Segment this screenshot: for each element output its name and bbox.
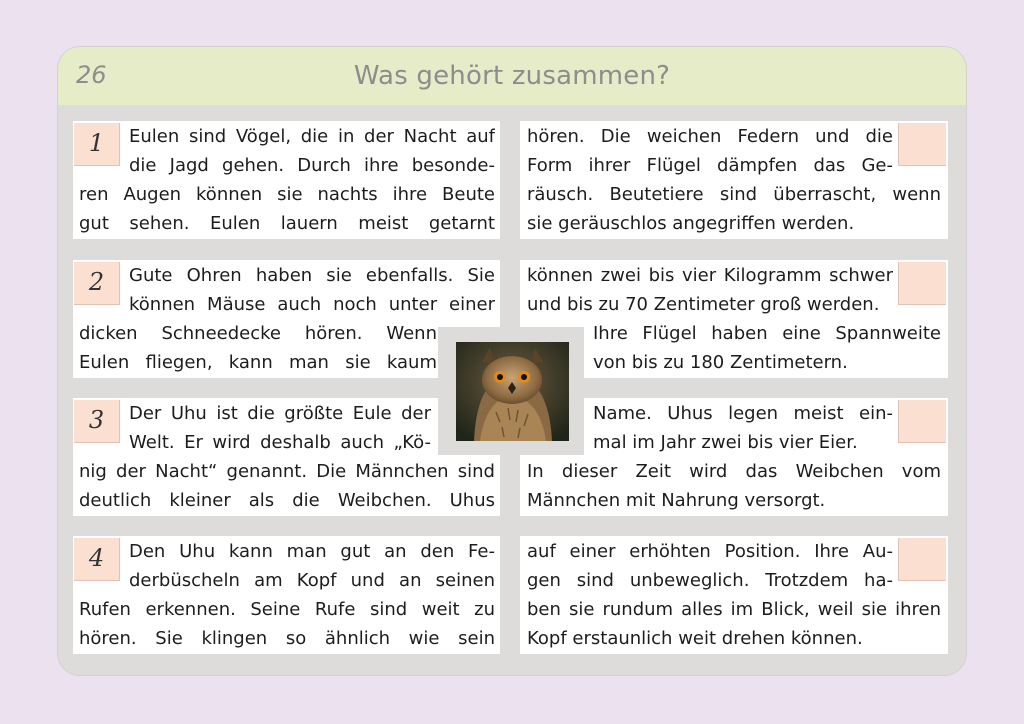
number-box: [74, 123, 120, 166]
text-line: Eulen fliegen, kann man sie kaum: [79, 352, 437, 373]
text-line: Männchen mit Nahrung versorgt.: [527, 490, 826, 511]
text-strip-right-4: [520, 536, 948, 654]
text-line: gen sind unbeweglich. Trotzdem ha-: [527, 570, 893, 591]
text-strip-left-4: [73, 536, 500, 654]
text-line: sie geräuschlos angegriffen werden.: [527, 213, 855, 234]
text-line: gut sehen. Eulen lauern meist getarnt: [79, 213, 495, 234]
text-strip-left-1: [73, 121, 500, 239]
page-number: 26: [76, 61, 107, 89]
text-strip-right-2: [520, 260, 948, 378]
text-line: von bis zu 180 Zentimetern.: [593, 352, 848, 373]
number-box: [74, 538, 120, 581]
strip-number: 3: [88, 406, 105, 434]
text-line: Welt. Er wird deshalb auch „Kö-: [129, 432, 431, 453]
text-line: und bis zu 70 Zentimeter groß werden.: [527, 294, 880, 315]
strip-number: 4: [88, 544, 105, 572]
worksheet-card: [58, 47, 966, 675]
answer-box[interactable]: [898, 538, 946, 581]
text-line: In dieser Zeit wird das Weibchen vom: [527, 461, 941, 482]
answer-box[interactable]: [898, 262, 946, 305]
number-box: [74, 262, 120, 305]
header-bar: [58, 47, 966, 105]
text-line: hören. Die weichen Federn und die: [527, 126, 893, 147]
text-line: Name. Uhus legen meist ein-: [593, 403, 893, 424]
answer-box[interactable]: [898, 400, 946, 443]
text-line: können zwei bis vier Kilogramm schwer: [527, 265, 893, 286]
text-line: nig der Nacht“ genannt. Die Männchen sind: [79, 461, 495, 482]
number-box: [74, 400, 120, 443]
text-strip-right-3: [520, 398, 948, 516]
text-line: räusch. Beutetiere sind überrascht, wenn: [527, 184, 941, 205]
text-line: Form ihrer Flügel dämpfen das Ge-: [527, 155, 893, 176]
text-line: Gute Ohren haben sie ebenfalls. Sie: [129, 265, 495, 286]
text-line: Der Uhu ist die größte Eule der: [129, 403, 431, 424]
text-line: können Mäuse auch noch unter einer: [129, 294, 495, 315]
answer-box[interactable]: [898, 123, 946, 166]
page-title: Was gehört zusammen?: [353, 61, 671, 91]
text-line: Den Uhu kann man gut an den Fe-: [129, 541, 495, 562]
text-strip-right-1: [520, 121, 948, 239]
owl-photo: [456, 342, 569, 441]
text-strip-left-2: [73, 260, 500, 378]
text-line: Kopf erstaunlich weit drehen können.: [527, 628, 863, 649]
text-line: mal im Jahr zwei bis vier Eier.: [593, 432, 858, 453]
text-line: ben sie rundum alles im Blick, weil sie ihren: [527, 599, 941, 620]
strip-number: 2: [88, 268, 105, 296]
text-strip-left-3: [73, 398, 500, 516]
text-line: deutlich kleiner als die Weibchen. Uhus: [79, 490, 495, 511]
text-line: Eulen sind Vögel, die in der Nacht auf: [129, 126, 495, 147]
text-line: auf einer erhöhten Position. Ihre Au-: [527, 541, 893, 562]
strip-number: 1: [88, 129, 105, 157]
text-line: Rufen erkennen. Seine Rufe sind weit zu: [79, 599, 495, 620]
text-line: hören. Sie klingen so ähnlich wie sein: [79, 628, 495, 649]
owl-icon: [456, 342, 569, 441]
text-line: derbüscheln am Kopf und an seinen: [129, 570, 495, 591]
text-line: ren Augen können sie nachts ihre Beute: [79, 184, 495, 205]
text-line: die Jagd gehen. Durch ihre besonde-: [129, 155, 495, 176]
text-line: dicken Schneedecke hören. Wenn: [79, 323, 437, 344]
text-line: Ihre Flügel haben eine Spannweite: [593, 323, 941, 344]
